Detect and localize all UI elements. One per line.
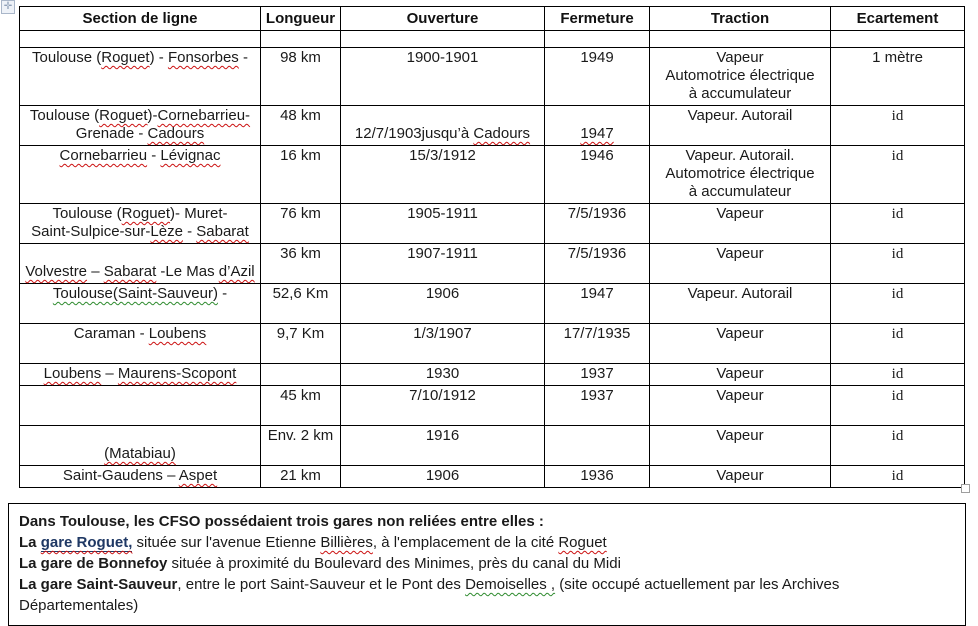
cell-traction[interactable] (650, 386, 831, 426)
cell-traction[interactable] (650, 146, 831, 204)
note-line[interactable] (19, 532, 955, 553)
text-segment: Maurens-Scopont (117, 365, 237, 382)
cell-section[interactable] (20, 244, 261, 284)
cell-traction[interactable] (650, 244, 831, 284)
text-segment: Loubens (43, 365, 102, 382)
text-segment: Cornebarrieu (59, 147, 148, 164)
text-segment: , entre le port Saint-Sauveur et le Pont des (177, 576, 466, 593)
empty-cell[interactable] (831, 31, 965, 48)
table-spacer-row (20, 31, 965, 48)
text-segment: La gare Saint-Sauveur (19, 576, 178, 593)
cell-traction[interactable] (650, 364, 831, 386)
text-segment: id (891, 286, 904, 302)
text-segment: - (238, 49, 248, 66)
cell-longueur[interactable] (261, 204, 341, 244)
text-segment: (Matabiau) (104, 445, 176, 462)
text-segment: – (101, 365, 118, 382)
table-row (20, 284, 965, 324)
text-segment: Vapeur (716, 49, 764, 66)
column-header-fermeture[interactable]: Fermeture (545, 7, 650, 31)
text-segment: située sur l'avenue Etienne (132, 534, 321, 551)
cell-ouverture[interactable] (341, 244, 545, 284)
text-segment: Toulouse(Saint-Sauveur) (52, 285, 218, 302)
cell-section[interactable] (20, 48, 261, 106)
table-row (20, 466, 965, 488)
text-segment: Vapeur. Autorail. (685, 147, 795, 164)
cell-ouverture[interactable] (341, 324, 545, 364)
cell-longueur[interactable] (261, 146, 341, 204)
empty-cell[interactable] (341, 31, 545, 48)
text-segment: 17/7/1935 (563, 325, 631, 342)
note-line[interactable] (19, 574, 955, 616)
cell-longueur[interactable] (261, 324, 341, 364)
text-segment: Toulouse ( (32, 49, 102, 66)
text-segment: )- Muret- (170, 205, 228, 222)
text-segment: La gare de Bonnefoy (19, 555, 168, 572)
text-segment: 7/5/1936 (567, 245, 627, 262)
cell-fermeture[interactable] (545, 284, 650, 324)
cell-ouverture[interactable] (341, 466, 545, 488)
cell-section[interactable] (20, 324, 261, 364)
table-move-handle-icon[interactable]: ✛ (1, 0, 15, 14)
cell-traction[interactable] (650, 106, 831, 146)
text-segment: 48 km (280, 107, 321, 124)
text-segment: Demoiselles , (465, 576, 556, 593)
cell-ouverture[interactable] (341, 426, 545, 466)
text-segment: id (891, 366, 904, 382)
text-segment: 1/3/1907 (413, 325, 472, 342)
text-segment: à accumulateur (688, 85, 792, 102)
text-segment: située à proximité du Boulevard des Minimes, près du canal du Midi (167, 555, 621, 572)
column-header-longueur[interactable]: Longueur (261, 7, 341, 31)
cell-traction[interactable] (650, 426, 831, 466)
text-segment: Roguet (99, 107, 148, 124)
text-segment: Caraman - (73, 325, 149, 342)
text-segment: 16 km (280, 147, 321, 164)
text-segment: Vapeur (716, 467, 764, 484)
cell-ouverture[interactable] (341, 48, 545, 106)
text-segment: Sabarat (103, 263, 157, 280)
cell-traction[interactable] (650, 324, 831, 364)
text-segment: Sabarat (196, 223, 249, 240)
text-segment: Roguet (101, 49, 150, 66)
text-segment: 1949 (580, 49, 614, 66)
text-segment: id (891, 468, 904, 484)
text-segment: 52,6 Km (272, 285, 329, 302)
table-body (20, 48, 965, 488)
railway-lines-table (19, 6, 965, 488)
text-segment: 1946 (580, 147, 614, 164)
cell-ouverture[interactable] (341, 146, 545, 204)
text-segment: Toulouse ( (29, 107, 100, 124)
cell-fermeture[interactable] (545, 386, 650, 426)
table-row (20, 386, 965, 426)
text-segment: -Le Mas (156, 263, 219, 280)
text-segment: – (87, 263, 104, 280)
cell-longueur[interactable] (261, 466, 341, 488)
cell-ecartement[interactable] (831, 204, 965, 244)
cell-fermeture[interactable] (545, 48, 650, 106)
text-segment: 1947 (580, 125, 614, 142)
column-header-section[interactable]: Section de ligne (20, 7, 261, 31)
text-segment: - (182, 223, 197, 240)
cell-ecartement[interactable] (831, 106, 965, 146)
text-segment: Dans Toulouse, les CFSO possédaient trois gares non reliées entre elles : (19, 513, 544, 530)
text-segment: 1905-1911 (407, 205, 478, 222)
cell-section[interactable] (20, 466, 261, 488)
cell-fermeture[interactable] (545, 426, 650, 466)
text-segment: Toulouse ( (52, 205, 122, 222)
text-segment: 7/5/1936 (567, 205, 627, 222)
text-segment: - (217, 285, 228, 302)
cell-section[interactable] (20, 386, 261, 426)
cell-section[interactable] (20, 204, 261, 244)
text-segment: ) - (149, 49, 168, 66)
notes-box (8, 503, 966, 626)
text-segment: Roguet (558, 534, 607, 551)
cell-ecartement[interactable] (831, 244, 965, 284)
text-segment: 1936 (580, 467, 614, 484)
table-row (20, 324, 965, 364)
text-segment: 12/7/1903jusqu’à (354, 125, 474, 142)
empty-cell[interactable] (20, 31, 261, 48)
cell-ecartement[interactable] (831, 48, 965, 106)
text-segment: Cadours (473, 125, 531, 142)
cell-ecartement[interactable] (831, 426, 965, 466)
text-segment: Vapeur. Autorail (687, 107, 793, 124)
text-segment: Billières (320, 534, 373, 551)
text-segment: id (891, 326, 904, 342)
text-segment: à accumulateur (688, 183, 792, 200)
cell-longueur[interactable] (261, 386, 341, 426)
text-segment: id (891, 428, 904, 444)
cell-fermeture[interactable] (545, 364, 650, 386)
cell-longueur[interactable] (261, 426, 341, 466)
text-segment: 1947 (580, 285, 614, 302)
text-segment: 7/10/1912 (409, 387, 476, 404)
text-segment: Cadours (147, 125, 205, 142)
cell-fermeture[interactable] (545, 466, 650, 488)
column-header-traction[interactable]: Traction (650, 7, 831, 31)
text-segment: 1907-1911 (407, 245, 478, 262)
cell-section[interactable] (20, 364, 261, 386)
text-segment: 36 km (280, 245, 321, 262)
text-segment: id (891, 108, 904, 124)
cell-section[interactable] (20, 106, 261, 146)
text-segment: (site occupé actuellement par les Archives Départementales) (19, 576, 840, 614)
note-line[interactable] (19, 553, 955, 574)
text-segment: 1930 (425, 365, 460, 382)
cell-section[interactable] (20, 426, 261, 466)
cell-longueur[interactable] (261, 364, 341, 386)
text-segment: 45 km (280, 387, 321, 404)
cell-ecartement[interactable] (831, 324, 965, 364)
empty-cell[interactable] (261, 31, 341, 48)
cell-ecartement[interactable] (831, 466, 965, 488)
cell-section[interactable] (20, 284, 261, 324)
text-segment: d’Azil (218, 263, 255, 280)
text-segment: 9,7 Km (276, 325, 325, 342)
cell-ecartement[interactable] (831, 284, 965, 324)
gare-roguet-link[interactable]: gare Roguet, (40, 534, 133, 551)
cell-fermeture[interactable] (545, 244, 650, 284)
text-segment: - (147, 147, 161, 164)
table-row (20, 146, 965, 204)
note-line[interactable] (19, 511, 955, 532)
text-segment: Vapeur (716, 427, 764, 444)
text-segment: id (891, 206, 904, 222)
cell-longueur[interactable] (261, 48, 341, 106)
cell-longueur[interactable] (261, 284, 341, 324)
text-segment: Vapeur (716, 365, 764, 382)
text-segment: 1937 (580, 387, 614, 404)
empty-cell[interactable] (650, 31, 831, 48)
cell-traction[interactable] (650, 284, 831, 324)
text-segment: Env. 2 km (267, 427, 334, 444)
text-segment: Grenade - (75, 125, 148, 142)
text-segment: 1906 (425, 467, 460, 484)
text-segment: Cornebarrieu- (157, 107, 251, 124)
cell-traction[interactable] (650, 466, 831, 488)
cell-traction[interactable] (650, 48, 831, 106)
table-row (20, 426, 965, 466)
cell-fermeture[interactable] (545, 146, 650, 204)
column-header-ouverture[interactable]: Ouverture (341, 7, 545, 31)
cell-fermeture[interactable] (545, 106, 650, 146)
cell-ouverture[interactable] (341, 284, 545, 324)
cell-longueur[interactable] (261, 244, 341, 284)
cell-longueur[interactable] (261, 106, 341, 146)
text-segment: 1900-1901 (406, 49, 479, 66)
cell-fermeture[interactable] (545, 324, 650, 364)
text-segment: 15/3/1912 (409, 147, 476, 164)
text-segment: Fonsorbes (167, 49, 239, 66)
text-segment: Vapeur (716, 245, 764, 262)
text-segment: 1916 (425, 427, 460, 444)
cell-ouverture[interactable] (341, 204, 545, 244)
column-header-ecartement[interactable]: Ecartement (831, 7, 965, 31)
cell-ouverture[interactable] (341, 386, 545, 426)
cell-ecartement[interactable] (831, 364, 965, 386)
text-segment: 1937 (580, 365, 614, 382)
cell-section[interactable] (20, 146, 261, 204)
text-segment: Lévignac (160, 147, 221, 164)
text-segment: Vapeur. Autorail (687, 285, 793, 302)
table-row (20, 106, 965, 146)
text-segment: Aspet (178, 467, 218, 484)
table-row (20, 204, 965, 244)
text-segment: Vapeur (716, 325, 764, 342)
text-segment: 1 mètre (872, 49, 923, 66)
text-segment: Volvestre (25, 263, 88, 280)
text-segment: Saint-Gaudens – (62, 467, 179, 484)
text-segment: 1906 (425, 285, 460, 302)
text-segment: Loubens (148, 325, 207, 342)
text-segment: Automotrice électrique (665, 165, 815, 182)
table-row (20, 244, 965, 284)
text-segment: id (891, 388, 904, 404)
empty-cell[interactable] (545, 31, 650, 48)
text-segment: )- (147, 107, 158, 124)
text-segment: Automotrice électrique (665, 67, 815, 84)
text-segment: id (891, 246, 904, 262)
text-segment: Vapeur (716, 205, 764, 222)
cell-ouverture[interactable] (341, 106, 545, 146)
cell-fermeture[interactable] (545, 204, 650, 244)
text-segment: La (19, 534, 41, 551)
cell-ecartement[interactable] (831, 386, 965, 426)
text-segment: Vapeur (716, 387, 764, 404)
cell-ouverture[interactable] (341, 364, 545, 386)
table-header (20, 7, 965, 48)
text-segment: , à l'emplacement de la cité (372, 534, 559, 551)
text-segment: id (891, 148, 904, 164)
cell-traction[interactable] (650, 204, 831, 244)
cell-ecartement[interactable] (831, 146, 965, 204)
text-segment: 21 km (280, 467, 321, 484)
header-row (20, 7, 965, 31)
text-segment: 76 km (280, 205, 321, 222)
text-segment: Saint-Sulpice-sur- (31, 223, 151, 240)
table-row (20, 364, 965, 386)
table-row (20, 48, 965, 106)
text-segment: Lèze (150, 223, 183, 240)
text-segment: 98 km (280, 49, 321, 66)
table-resize-handle[interactable] (961, 484, 970, 493)
text-segment: Roguet (121, 205, 171, 222)
